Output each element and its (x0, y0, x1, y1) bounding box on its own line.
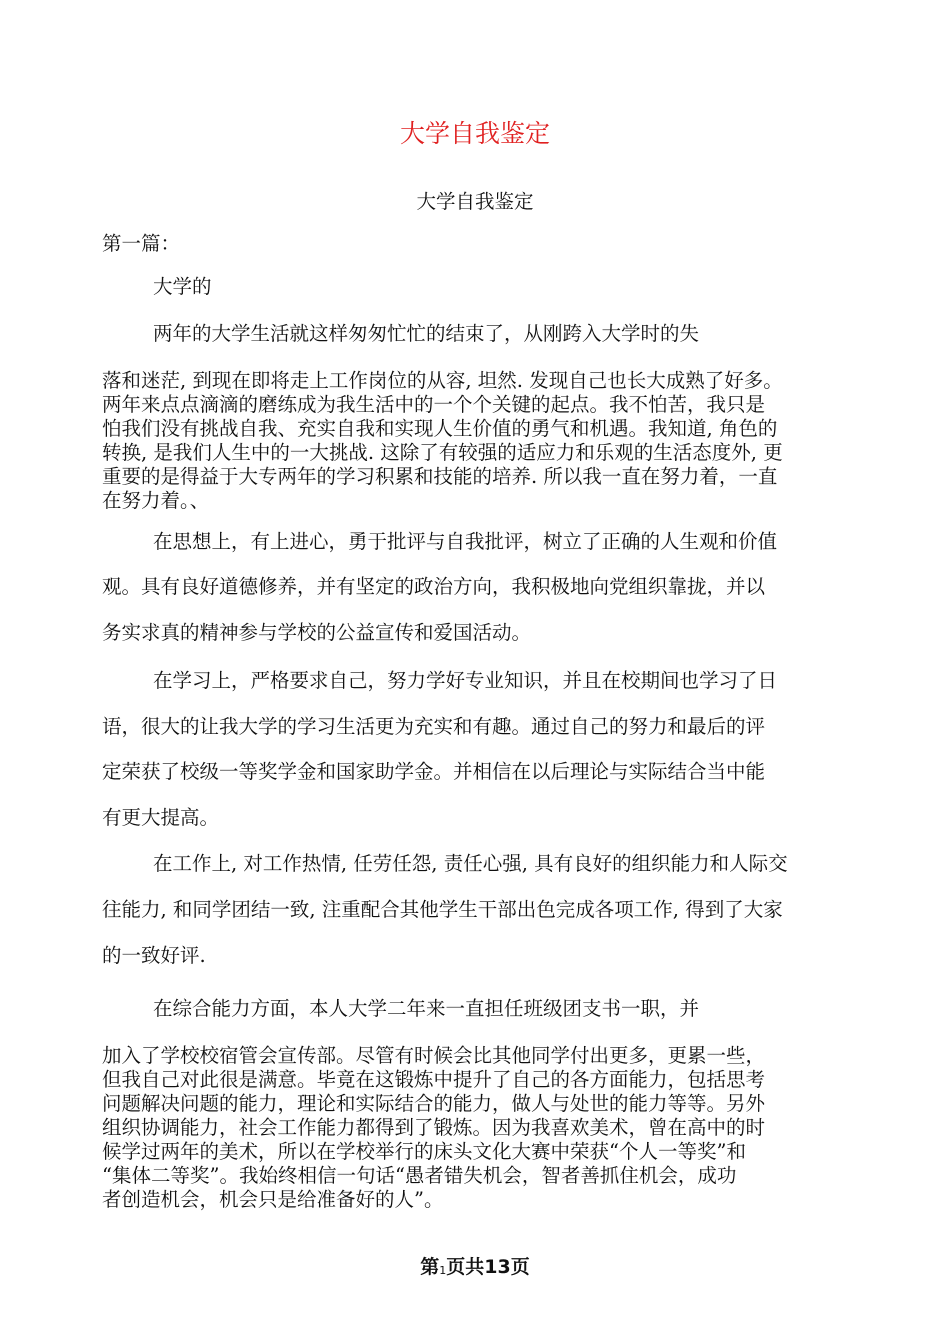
paragraph-line: 在工作上, 对工作热情, 任劳任怨, 责任心强, 具有良好的组织能力和人际交 (153, 852, 788, 875)
footer-middle: 页共 (446, 1256, 485, 1278)
paragraph-line: 重要的是得益于大专两年的学习积累和技能的培养. 所以我一直在努力着，一直 (102, 465, 778, 488)
paragraph-line: 怕我们没有挑战自我、充实自我和实现人生价值的勇气和机遇。我知道, 角色的 (102, 417, 778, 440)
paragraph-line: 落和迷茫, 到现在即将走上工作岗位的从容, 坦然. 发现自己也长大成熟了好多。 (102, 369, 783, 392)
total-page-count: 13 (484, 1256, 511, 1278)
section-label: 第一篇： (102, 232, 181, 255)
paragraph-line: 组织协调能力，社会工作能力都得到了锻炼。因为我喜欢美术，曾在高中的时 (102, 1116, 766, 1139)
paragraph-line: 转换, 是我们人生中的一大挑战. 这除了有较强的适应力和乐观的生活态度外, 更 (102, 441, 783, 464)
current-page-number: 1 (439, 1264, 447, 1277)
paragraph-line: 在学习上，严格要求自己，努力学好专业知识，并且在校期间也学习了日 (153, 669, 778, 692)
paragraph-line: 往能力, 和同学团结一致, 注重配合其他学生干部出色完成各项工作, 得到了大家 (102, 898, 783, 921)
paragraph-line: 语，很大的让我大学的学习生活更为充实和有趣。通过自己的努力和最后的评 (102, 715, 766, 738)
paragraph-line: 在综合能力方面，本人大学二年来一直担任班级团支书一职，并 (153, 997, 700, 1020)
document-title: 大学自我鉴定 (399, 119, 550, 148)
footer-prefix: 第 (420, 1256, 440, 1278)
paragraph-line: 两年来点点滴滴的磨练成为我生活中的一个个关键的起点。我不怕苦，我只是 (102, 393, 766, 416)
paragraph-line: 者创造机会，机会只是给准备好的人”。 (102, 1188, 444, 1211)
paragraph-line: 在思想上，有上进心，勇于批评与自我批评，树立了正确的人生观和价值 (153, 530, 778, 553)
paragraph-line: 务实求真的精神参与学校的公益宣传和爱国活动。 (102, 621, 532, 644)
page-footer (0, 1252, 950, 1285)
paragraph-line: “集体二等奖”。我始终相信一句话“愚者错失机会，智者善抓住机会，成功 (102, 1164, 737, 1187)
paragraph-line: 有更大提高。 (102, 806, 220, 829)
paragraph-line: 观。具有良好道德修养，并有坚定的政治方向，我积极地向党组织靠拢，并以 (102, 575, 766, 598)
paragraph-line: 但我自己对此很是满意。毕竟在这锻炼中提升了自己的各方面能力，包括思考 (102, 1068, 766, 1091)
paragraph-line: 候学过两年的美术，所以在学校举行的床头文化大赛中荣获“个人一等奖”和 (102, 1140, 746, 1163)
document-subtitle: 大学自我鉴定 (416, 190, 534, 213)
paragraph-line: 问题解决问题的能力，理论和实际结合的能力，做人与处世的能力等等。另外 (102, 1092, 766, 1115)
paragraph-line: 大学的 (153, 275, 212, 298)
paragraph-line: 在努力着。、 (102, 489, 210, 512)
paragraph-line: 加入了学校校宿管会宣传部。尽管有时候会比其他同学付出更多，更累一些， (102, 1044, 766, 1067)
paragraph-line: 两年的大学生活就这样匆匆忙忙的结束了，从刚跨入大学时的失 (153, 322, 700, 345)
paragraph-line: 的一致好评. (102, 944, 206, 967)
paragraph-line: 定荣获了校级一等奖学金和国家助学金。并相信在以后理论与实际结合当中能 (102, 760, 766, 783)
footer-suffix: 页 (510, 1256, 530, 1278)
